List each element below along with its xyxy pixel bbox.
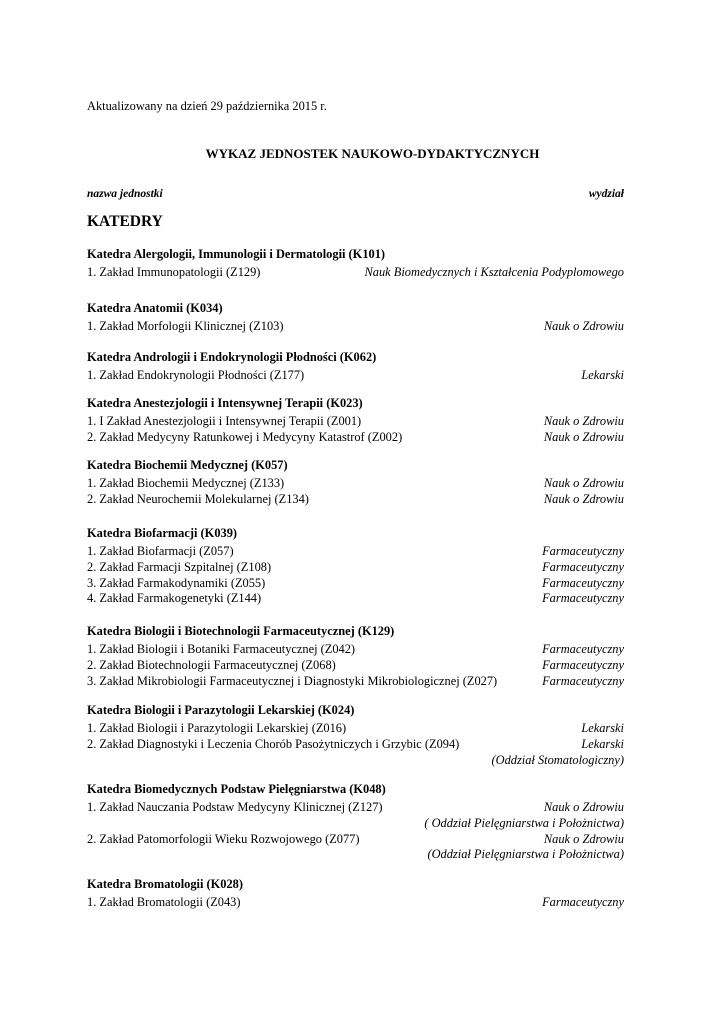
unit-row [87,721,624,737]
department-name: Katedra Biologii i Biotechnologii Farmaceutycznej (K129) [87,624,395,638]
unit-faculty: Nauk o Zdrowiu [543,491,624,506]
document-title: WYKAZ JEDNOSTEK NAUKOWO-DYDAKTYCZNYCH [205,146,540,161]
unit-faculty: Farmaceutyczny [542,544,624,558]
unit-note: ( Oddział Pielęgniarstwa i Położnictwa) [424,815,624,830]
unit-note: (Oddział Stomatologiczny) [491,752,624,767]
department-name: Katedra Biomedycznych Podstaw Pielęgniarstwa (K048) [87,782,386,796]
unit-name: 2. Zakład Biotechnologii Farmaceutycznej (Z068) [87,657,336,672]
update-date: Aktualizowany na dzień 29 października 2015 r. [87,99,327,113]
unit-name: 3. Zakład Farmakodynamiki (Z055) [87,575,266,590]
unit-faculty: Farmaceutyczny [542,575,624,590]
unit-name: 2. Zakład Patomorfologii Wieku Rozwojowego (Z077) [87,831,360,846]
unit-row [87,800,624,816]
unit-row [87,591,624,607]
unit-faculty: Nauk o Zdrowiu [543,476,624,490]
unit-name: 4. Zakład Farmakogenetyki (Z144) [87,591,262,606]
unit-faculty: Farmaceutyczny [542,591,624,606]
unit-row [87,895,624,911]
unit-name: 2. Zakład Diagnostyki i Leczenia Chorób Pasożytniczych i Grzybic (Z094) [87,736,460,751]
department-name: Katedra Bromatologii (K028) [87,877,244,891]
unit-row [87,319,624,335]
unit-row [87,544,624,560]
unit-faculty: Farmaceutyczny [542,673,624,688]
unit-row [87,674,624,690]
unit-name: 3. Zakład Mikrobiologii Farmaceutycznej i Diagnostyki Mikrobiologicznej (Z027) [87,673,498,688]
unit-note-row [87,816,624,832]
department-block [87,877,624,911]
unit-note: (Oddział Pielęgniarstwa i Położnictwa) [427,847,624,862]
department-block [87,350,624,384]
department-name: Katedra Biofarmacji (K039) [87,526,238,540]
unit-name: 1. Zakład Morfologii Klinicznej (Z103) [87,319,284,333]
unit-name: 1. Zakład Endokrynologii Płodności (Z177) [87,368,305,382]
section-title: KATEDRY [87,213,163,230]
unit-name: 1. Zakład Biofarmacji (Z057) [87,544,234,558]
unit-faculty: Nauk o Zdrowiu [543,429,624,444]
department-name: Katedra Alergologii, Immunologii i Dermatologii (K101) [87,247,386,261]
unit-name: 1. I Zakład Anestezjologii i Intensywnej Terapii (Z001) [87,414,362,428]
unit-faculty: Farmaceutyczny [542,657,624,672]
unit-row [87,430,624,446]
department-block [87,301,624,335]
department-block [87,396,624,446]
column-header-unit: nazwa jednostki [87,188,163,200]
unit-faculty: Lekarski [581,368,624,382]
department-block [87,782,624,863]
unit-faculty: Nauk o Zdrowiu [543,414,624,428]
department-block [87,703,624,768]
unit-note-row [87,753,624,769]
unit-faculty: Nauk o Zdrowiu [543,831,624,846]
unit-name: 1. Zakład Bromatologii (Z043) [87,895,241,909]
department-name: Katedra Andrologii i Endokrynologii Płodności (K062) [87,350,377,364]
unit-faculty: Nauk o Zdrowiu [543,319,624,333]
unit-name: 1. Zakład Biochemii Medycznej (Z133) [87,476,285,490]
unit-name: 2. Zakład Neurochemii Molekularnej (Z134) [87,491,309,506]
unit-faculty: Farmaceutyczny [542,559,624,574]
unit-note-row [87,847,624,863]
unit-name: 1. Zakład Nauczania Podstaw Medycyny Klinicznej (Z127) [87,800,383,814]
column-header-faculty: wydział [588,188,624,200]
unit-name: 2. Zakład Medycyny Ratunkowej i Medycyny Katastrof (Z002) [87,429,403,444]
unit-row [87,265,624,281]
unit-faculty: Nauk o Zdrowiu [543,800,624,814]
unit-faculty: Lekarski [581,721,624,735]
department-name: Katedra Anatomii (K034) [87,301,223,315]
unit-row [87,832,624,848]
unit-name: 1. Zakład Biologii i Botaniki Farmaceutycznej (Z042) [87,642,356,656]
department-name: Katedra Biologii i Parazytologii Lekarskiej (K024) [87,703,355,717]
unit-row [87,658,624,674]
unit-faculty: Farmaceutyczny [542,895,624,909]
unit-faculty: Nauk Biomedycznych i Kształcenia Podyplomowego [364,265,624,279]
unit-faculty: Farmaceutyczny [542,642,624,656]
unit-row [87,560,624,576]
unit-row [87,737,624,753]
department-block [87,458,624,508]
unit-name: 1. Zakład Immunopatologii (Z129) [87,265,261,279]
unit-faculty: Lekarski [581,736,624,751]
department-block [87,624,624,689]
unit-name: 2. Zakład Farmacji Szpitalnej (Z108) [87,559,272,574]
unit-row [87,642,624,658]
department-block [87,247,624,281]
unit-row [87,576,624,592]
department-name: Katedra Anestezjologii i Intensywnej Terapii (K023) [87,396,363,410]
unit-name: 1. Zakład Biologii i Parazytologii Lekarskiej (Z016) [87,721,347,735]
column-headers [87,188,624,200]
unit-row [87,476,624,492]
unit-row [87,368,624,384]
department-name: Katedra Biochemii Medycznej (K057) [87,458,288,472]
department-block [87,526,624,607]
unit-row [87,414,624,430]
unit-row [87,492,624,508]
